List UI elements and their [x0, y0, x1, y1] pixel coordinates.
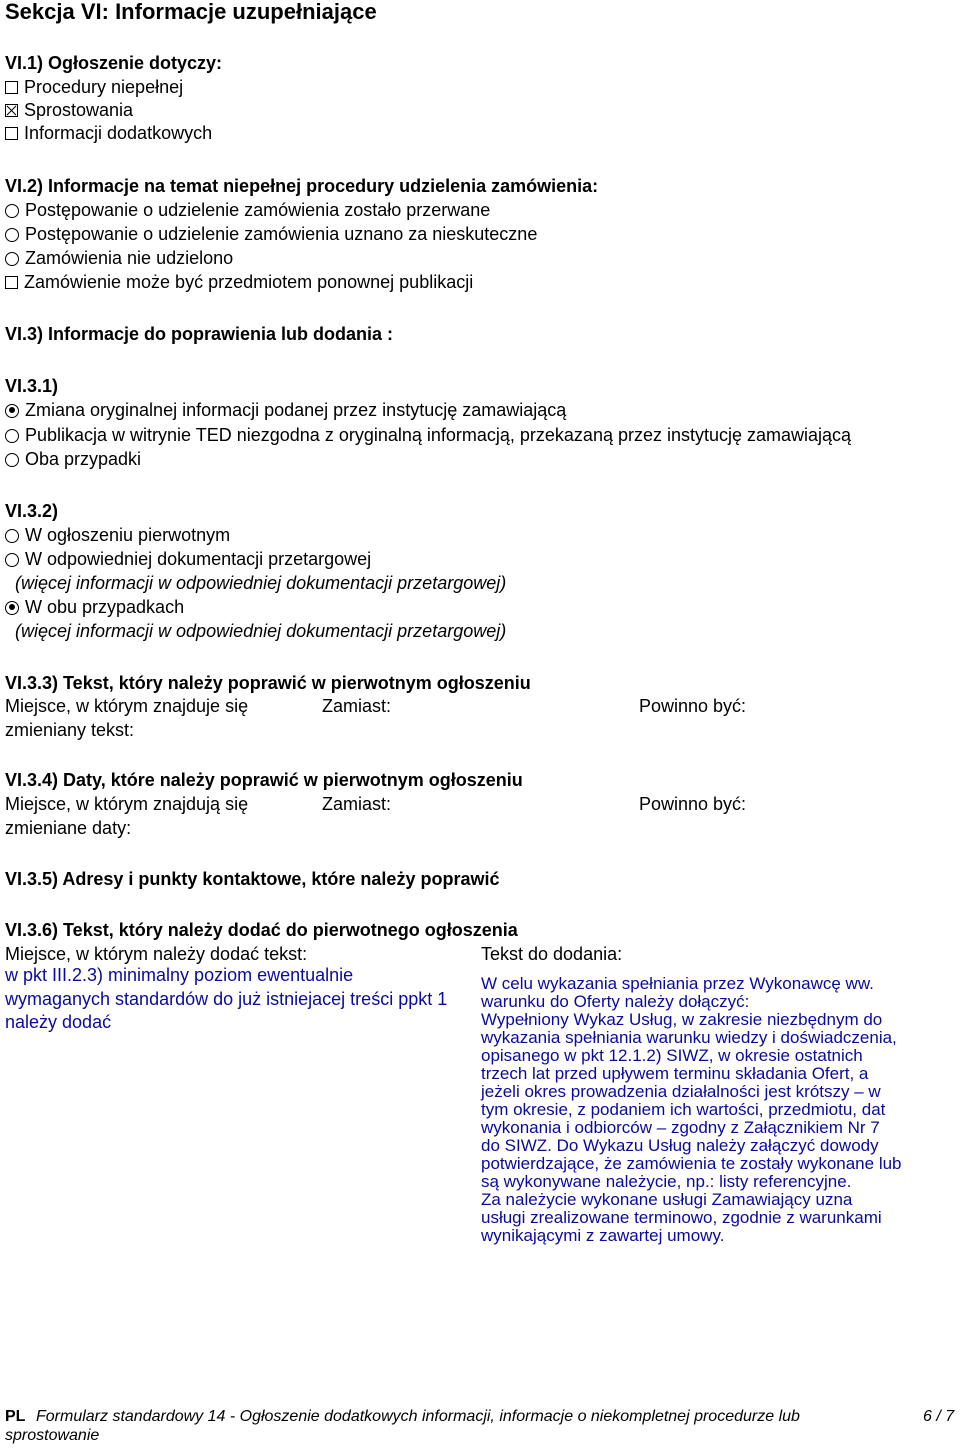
- vi32-radio-oba[interactable]: [5, 596, 184, 620]
- text-line: wykonania i odbiorców – zgodny z Załącznikiem Nr 7: [481, 1118, 880, 1137]
- checkbox-checked-icon[interactable]: [5, 104, 18, 117]
- vi32-radio-pierwotne[interactable]: [5, 524, 230, 548]
- vi32-radio-label: W ogłoszeniu pierwotnym: [25, 525, 231, 545]
- radio-unselected-icon[interactable]: [5, 429, 19, 443]
- text-line: W celu wykazania spełniania przez Wykonawcę ww.: [481, 974, 874, 993]
- text-line: wynikającymi z zawartej umowy.: [481, 1226, 725, 1245]
- vi31-radio-label: Publikacja w witrynie TED niezgodna z oryginalną informacją, przekazaną przez instytucję zamawiającą: [25, 425, 852, 445]
- vi31-radio-label: Zmiana oryginalnej informacji podanej przez instytucję zamawiającą: [25, 400, 567, 420]
- vi31-radio-oba[interactable]: [5, 448, 141, 472]
- text-line: warunku do Oferty należy dołączyć:: [481, 992, 750, 1011]
- vi2-radio-nieskuteczne[interactable]: [5, 223, 537, 247]
- vi32-note: (więcej informacji w odpowiedniej dokumentacji przetargowej): [15, 573, 507, 593]
- footer-lang: PL: [5, 1408, 26, 1425]
- vi31-heading: VI.3.1): [5, 376, 59, 396]
- vi36-heading: VI.3.6) Tekst, który należy dodać do pierwotnego ogłoszenia: [5, 920, 518, 940]
- vi2-radio-nie-udzielono[interactable]: [5, 247, 233, 271]
- vi1-option-label: Procedury niepełnej: [24, 77, 184, 97]
- radio-selected-icon[interactable]: [5, 601, 19, 615]
- section-title: Sekcja VI: Informacje uzupełniające: [5, 0, 377, 24]
- radio-unselected-icon[interactable]: [5, 453, 19, 467]
- vi32-heading: VI.3.2): [5, 501, 59, 521]
- vi1-option-sprostowania[interactable]: [5, 99, 133, 123]
- radio-unselected-icon[interactable]: [5, 204, 19, 218]
- vi34-col-miejsce-cont: zmieniane daty:: [5, 818, 132, 838]
- text-line: Wypełniony Wykaz Usług, w zakresie niezbędnym do: [481, 1010, 883, 1029]
- text-line: jeżeli okres prowadzenia działalności jest krótszy – w: [481, 1082, 881, 1101]
- text-line: wykazania spełniania warunku wiedzy i doświadczenia,: [481, 1028, 897, 1047]
- radio-unselected-icon[interactable]: [5, 252, 19, 266]
- vi34-heading: VI.3.4) Daty, które należy poprawić w pierwotnym ogłoszeniu: [5, 770, 523, 790]
- vi36-col-miejsce: Miejsce, w którym należy dodać tekst:: [5, 944, 308, 964]
- vi32-radio-label: W obu przypadkach: [25, 597, 185, 617]
- text-line: Za należycie wykonane usługi Zamawiający uzna: [481, 1190, 853, 1209]
- text-line: usługi zrealizowane terminowo, zgodnie z warunkami: [481, 1208, 882, 1227]
- vi33-col-miejsce-cont: zmieniany tekst:: [5, 720, 135, 740]
- text-line: w pkt III.2.3) minimalny poziom ewentualnie: [5, 965, 354, 985]
- radio-unselected-icon[interactable]: [5, 553, 19, 567]
- vi1-option-informacji[interactable]: [5, 122, 212, 146]
- radio-unselected-icon[interactable]: [5, 228, 19, 242]
- vi33-heading: VI.3.3) Tekst, który należy poprawić w pierwotnym ogłoszeniu: [5, 673, 531, 693]
- vi2-radio-przerwane[interactable]: [5, 199, 490, 223]
- footer-page-number: 6 / 7: [923, 1408, 955, 1425]
- checkbox-unchecked-icon[interactable]: [5, 127, 18, 140]
- checkbox-unchecked-icon[interactable]: [5, 276, 18, 289]
- vi2-checkbox-label: Zamówienie może być przedmiotem ponownej publikacji: [24, 272, 474, 292]
- vi31-radio-zmiana[interactable]: [5, 399, 566, 423]
- text-line: potwierdzające, że zamówienia te zostały wykonane lub: [481, 1154, 902, 1173]
- vi35-heading: VI.3.5) Adresy i punkty kontaktowe, które należy poprawić: [5, 869, 500, 889]
- radio-selected-icon[interactable]: [5, 404, 19, 418]
- checkbox-unchecked-icon[interactable]: [5, 81, 18, 94]
- vi34-col-zamiast: Zamiast:: [322, 794, 392, 814]
- radio-unselected-icon[interactable]: [5, 529, 19, 543]
- vi3-heading: VI.3) Informacje do poprawienia lub dodania :: [5, 324, 394, 344]
- vi33-col-miejsce: Miejsce, w którym znajduje się: [5, 696, 249, 716]
- vi1-option-label: Informacji dodatkowych: [24, 123, 213, 143]
- text-line: opisanego w pkt 12.1.2) SIWZ, w okresie ostatnich: [481, 1046, 863, 1065]
- vi32-radio-label: W odpowiedniej dokumentacji przetargowej: [25, 549, 372, 569]
- vi1-option-procedury[interactable]: [5, 76, 183, 100]
- vi1-option-label: Sprostowania: [24, 100, 134, 120]
- text-line: należy dodać: [5, 1012, 112, 1032]
- text-line: do SIWZ. Do Wykazu Usług należy załączyć dowody: [481, 1136, 879, 1155]
- vi1-heading: VI.1) Ogłoszenie dotyczy:: [5, 53, 223, 73]
- vi33-col-zamiast: Zamiast:: [322, 696, 392, 716]
- vi33-col-powinno: Powinno być:: [639, 696, 747, 716]
- vi2-radio-label: Postępowanie o udzielenie zamówienia uznano za nieskuteczne: [25, 224, 538, 244]
- text-line: są wykonywane należycie, np.: listy referencyjne.: [481, 1172, 852, 1191]
- text-line: tym okresie, z podaniem ich wartości, przedmiotu, dat: [481, 1100, 886, 1119]
- vi2-heading: VI.2) Informacje na temat niepełnej procedury udzielenia zamówienia:: [5, 176, 599, 196]
- text-line: wymaganych standardów do już istniejacej treści ppkt 1: [5, 988, 448, 1009]
- vi32-note: (więcej informacji w odpowiedniej dokumentacji przetargowej): [15, 621, 507, 641]
- vi2-checkbox-ponowna-publikacja[interactable]: [5, 271, 473, 295]
- form-page: [5, 0, 960, 1450]
- footer-form-name: Formularz standardowy 14 - Ogłoszenie dodatkowych informacji, informacje o niekompletnej procedurze lub: [36, 1408, 800, 1425]
- vi31-radio-label: Oba przypadki: [25, 449, 142, 469]
- vi2-radio-label: Zamówienia nie udzielono: [25, 248, 234, 268]
- vi34-col-miejsce: Miejsce, w którym znajdują się: [5, 794, 249, 814]
- text-line: trzech lat przed upływem terminu składania Ofert, a: [481, 1064, 869, 1083]
- vi31-radio-ted[interactable]: [5, 424, 851, 448]
- vi2-radio-label: Postępowanie o udzielenie zamówienia zostało przerwane: [25, 200, 491, 220]
- vi32-radio-dokumentacja[interactable]: [5, 548, 371, 572]
- vi36-col-tekst: Tekst do dodania:: [481, 944, 623, 964]
- footer-form-name-cont: sprostowanie: [5, 1427, 100, 1444]
- vi34-col-powinno: Powinno być:: [639, 794, 747, 814]
- vi36-tekst-value: [481, 975, 959, 1245]
